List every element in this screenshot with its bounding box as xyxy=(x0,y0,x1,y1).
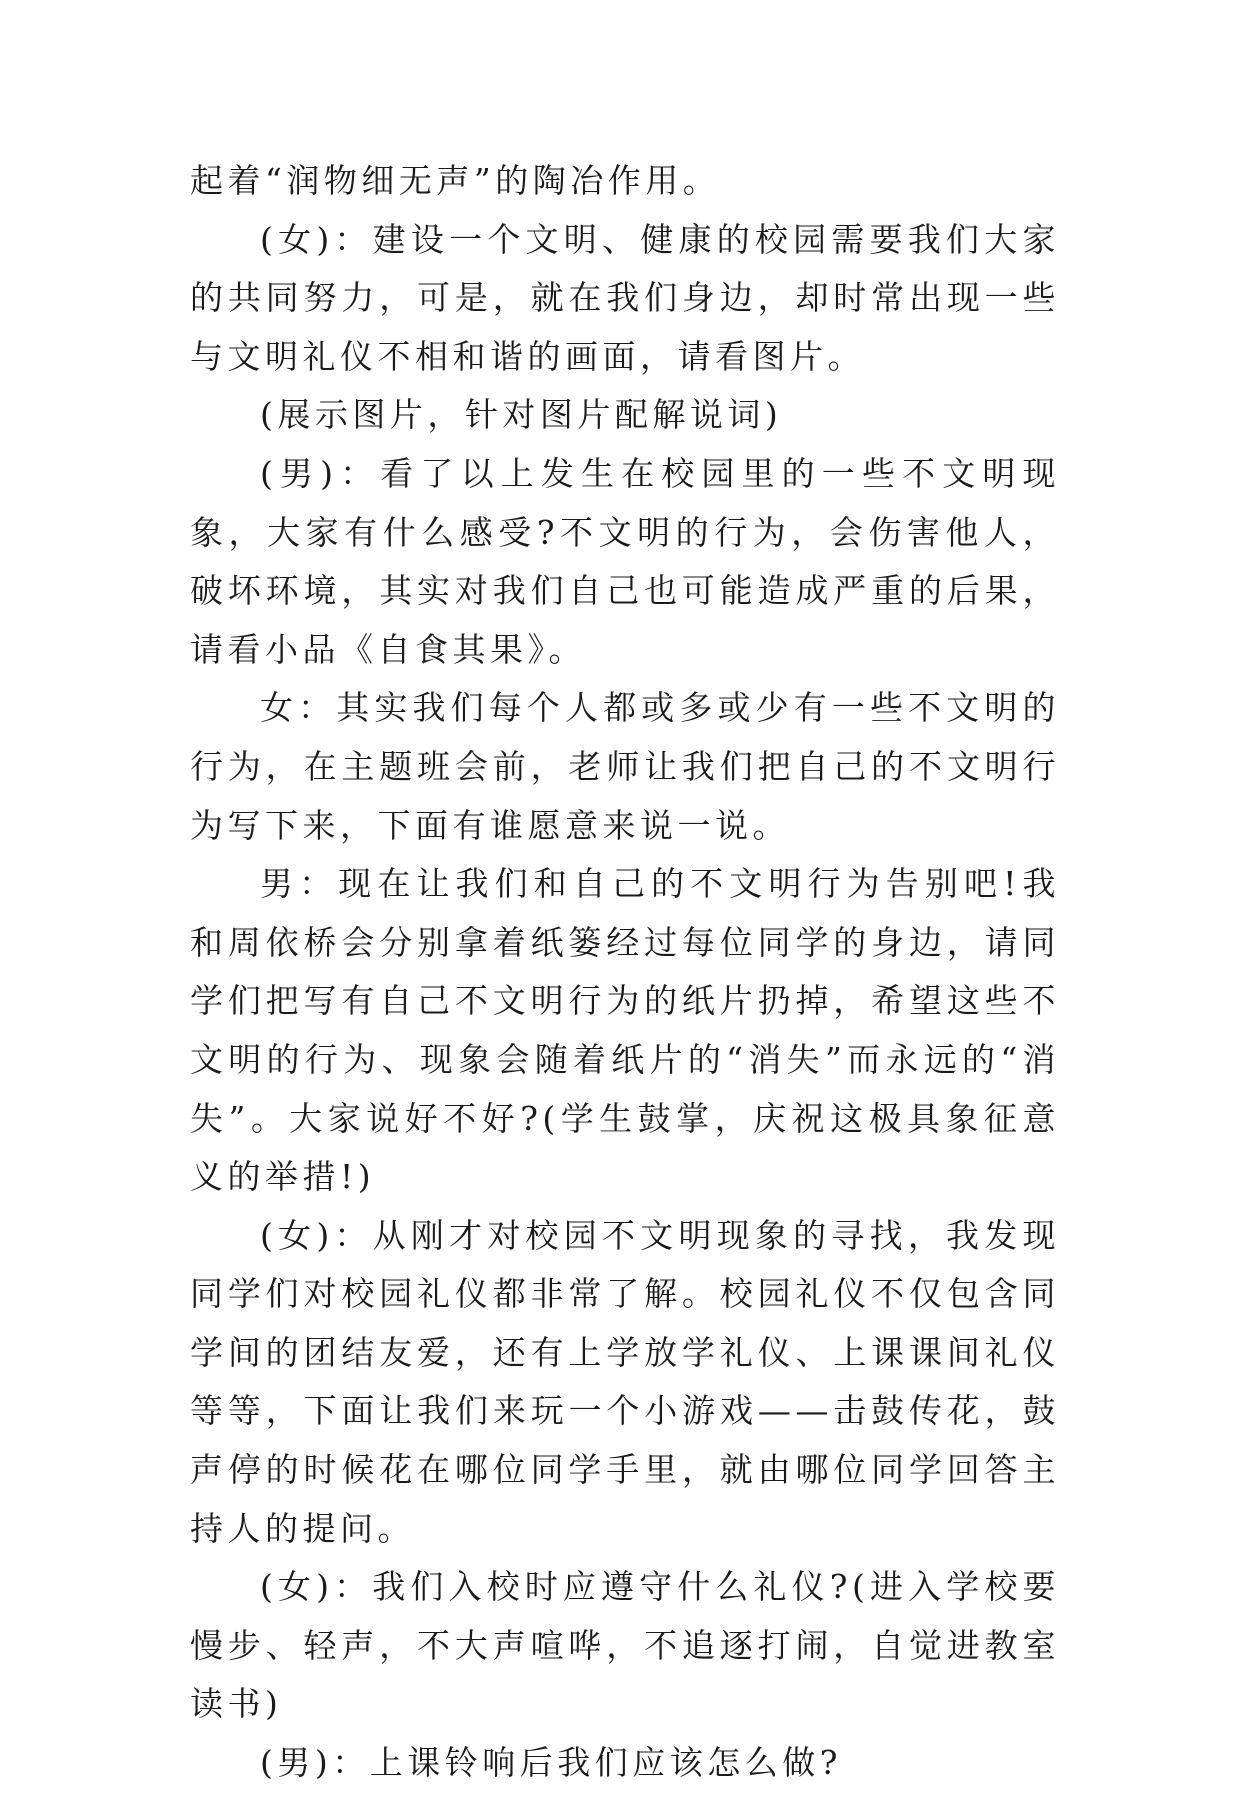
document-body xyxy=(190,152,1060,1793)
paragraph-5: 女：其实我们每个人都或多或少有一些不文明的行为，在主题班会前，老师让我们把自己的不文明行为写下来，下面有谁愿意来说一说。 xyxy=(190,688,1060,845)
paragraph-8: (女)：我们入校时应遵守什么礼仪?(进入学校要慢步、轻声，不大声喧哗，不追逐打闹，自觉进教室读书) xyxy=(190,1567,1060,1724)
paragraph-4: (男)：看了以上发生在校园里的一些不文明现象，大家有什么感受?不文明的行为，会伤害他人，破坏环境，其实对我们自己也可能造成严重的后果，请看小品《自食其果》。 xyxy=(190,453,1060,669)
paragraph-6: 男：现在让我们和自己的不文明行为告别吧!我和周依桥会分别拿着纸篓经过每位同学的身边，请同学们把写有自己不文明行为的纸片扔掉，希望这些不文明的行为、现象会随着纸片的“消失”而永远的“消失”。大家说好不好?(学生鼓掌，庆祝这极具象征意义的举措!) xyxy=(190,864,1060,1197)
paragraph-1: 起着“润物细无声”的陶冶作用。 xyxy=(190,161,721,200)
paragraph-9: (男)：上课铃响后我们应该怎么做? xyxy=(260,1743,842,1783)
paragraph-7: (女)：从刚才对校园不文明现象的寻找，我发现同学们对校园礼仪都非常了解。校园礼仪不仅包含同学间的团结友爱，还有上学放学礼仪、上课课间礼仪等等，下面让我们来玩一个小游戏——击鼓传花，鼓声停的时候花在哪位同学手里，就由哪位同学回答主持人的提问。 xyxy=(190,1215,1060,1548)
paragraph-2: (女)：建设一个文明、健康的校园需要我们大家的共同努力，可是，就在我们身边，却时常出现一些与文明礼仪不相和谐的画面，请看图片。 xyxy=(190,219,1060,376)
paragraph-3: (展示图片，针对图片配解说词) xyxy=(260,395,783,435)
